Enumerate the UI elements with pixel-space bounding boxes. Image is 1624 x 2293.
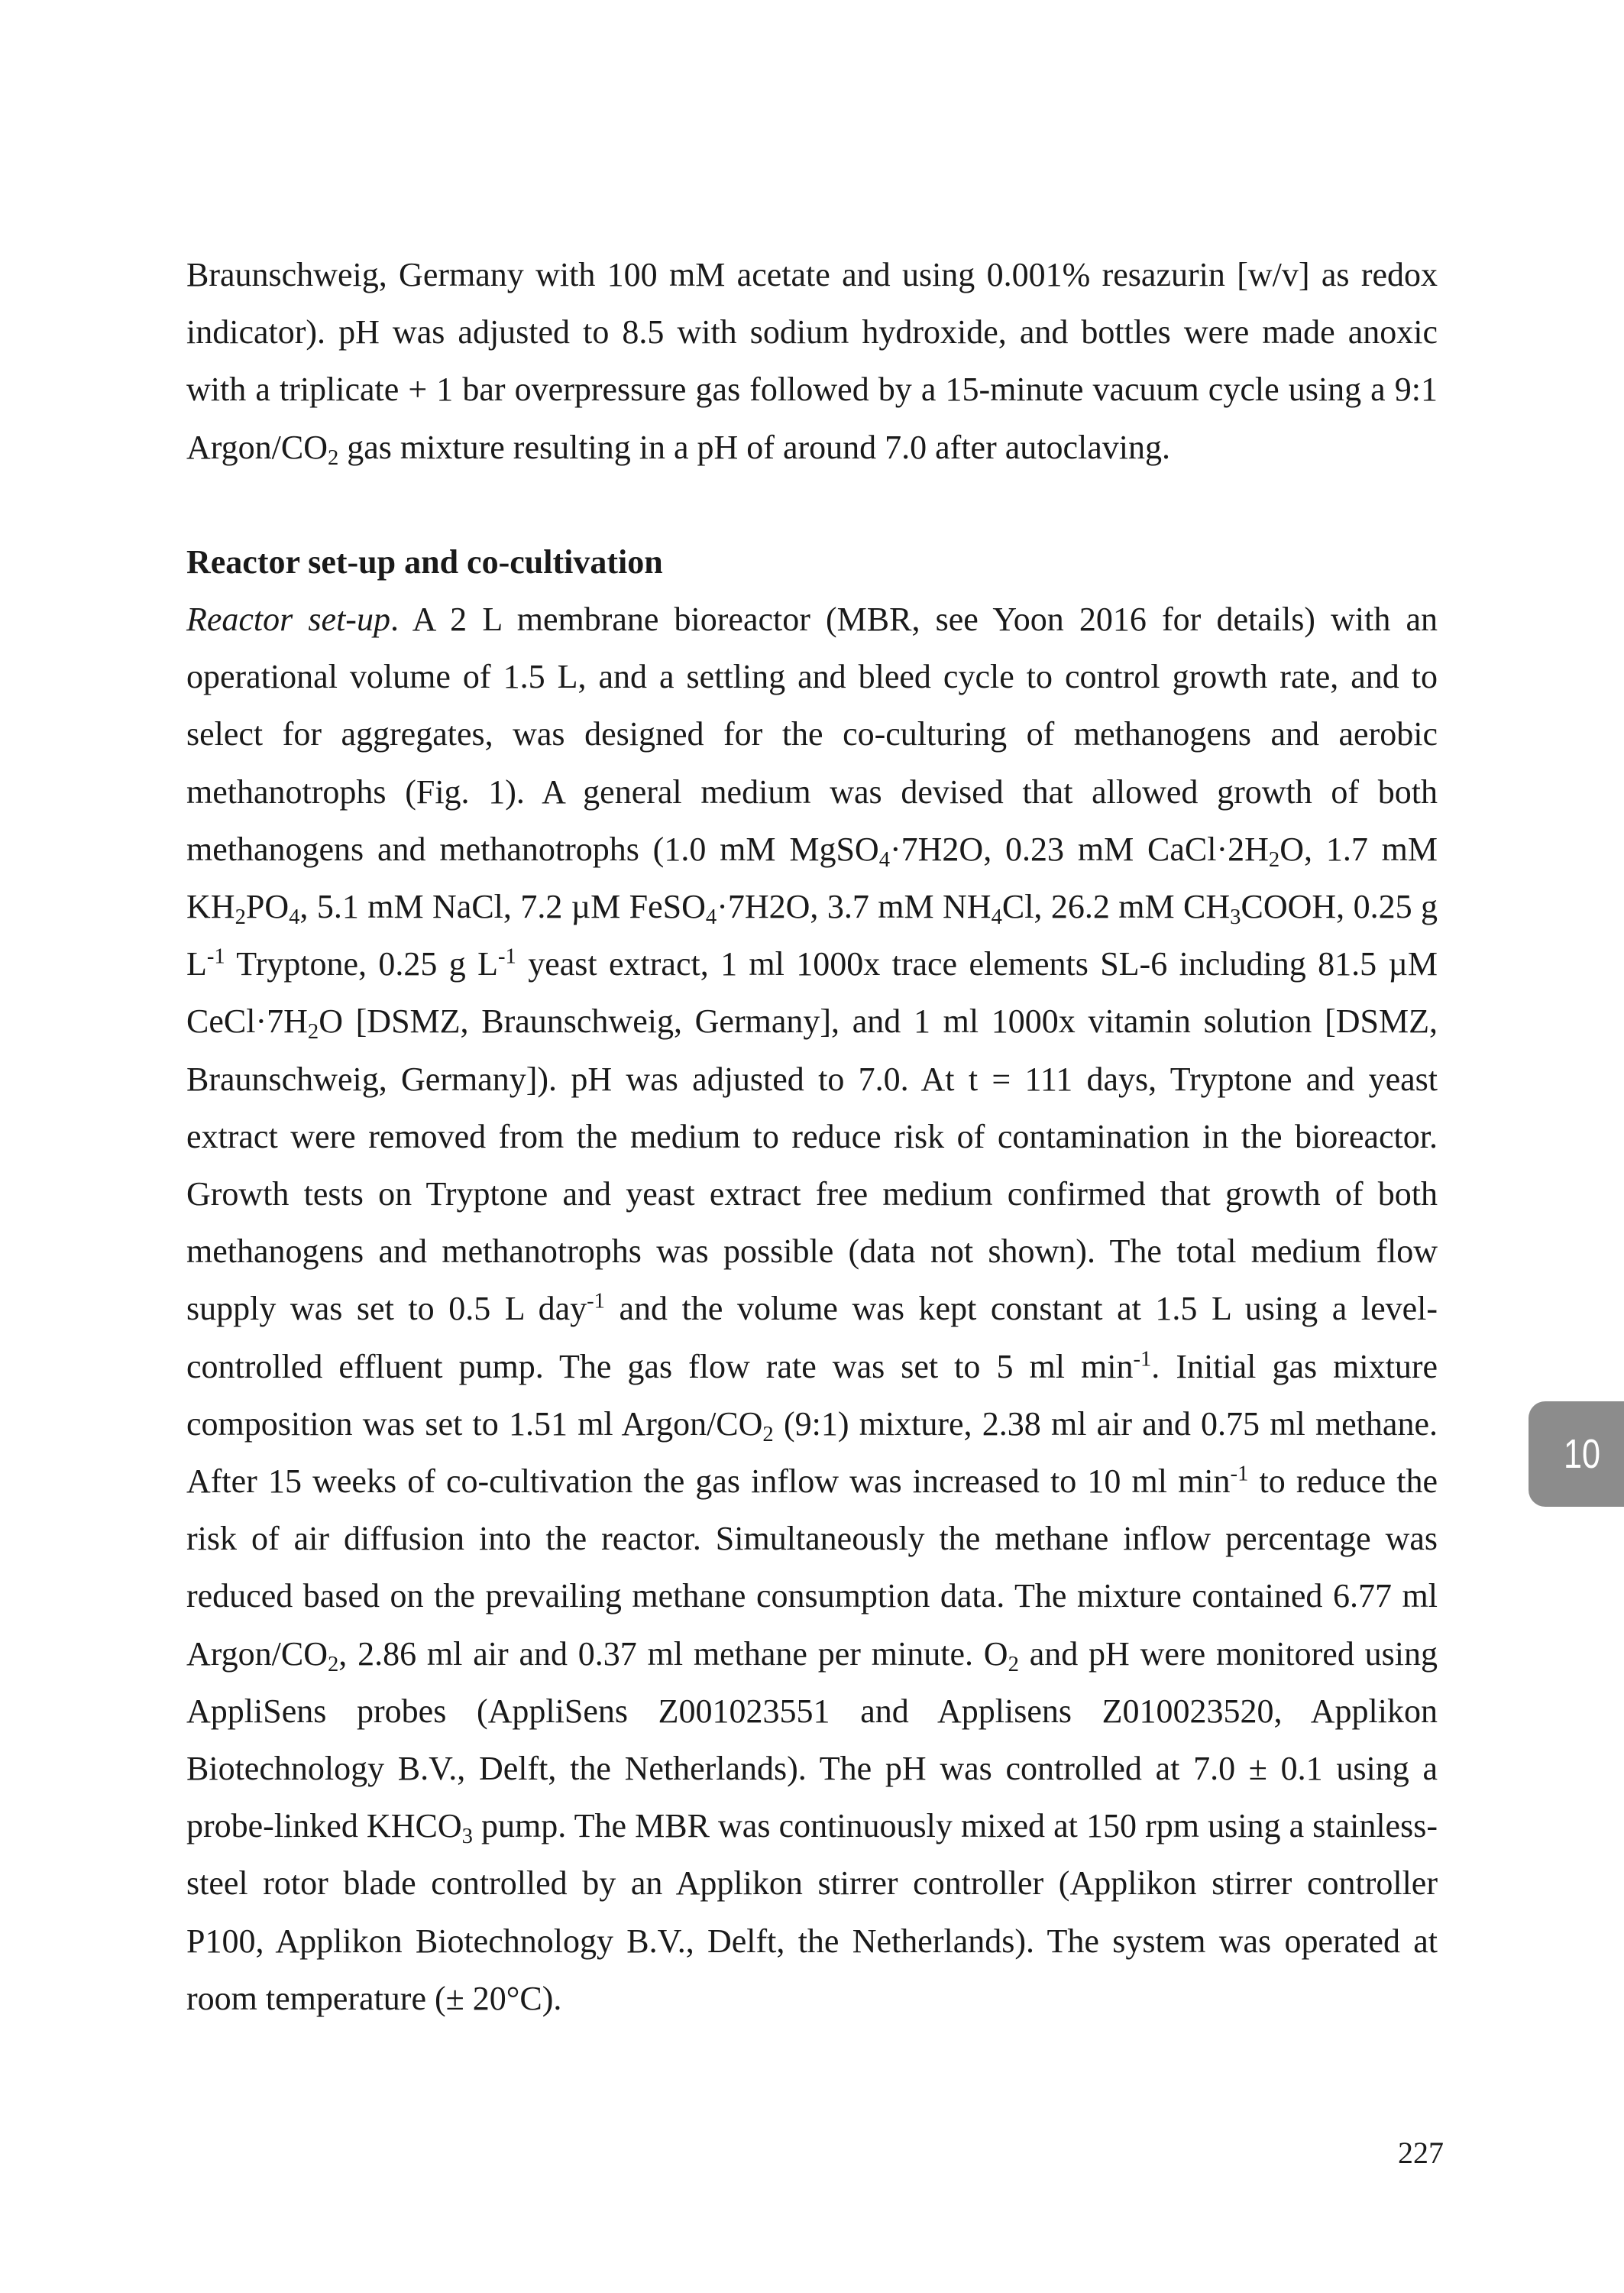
page-body <box>186 246 1438 2027</box>
run-in-title: Reactor set-up <box>186 601 390 639</box>
body-paragraph: Reactor set-up. A 2 L membrane bioreactor (MBR, see Yoon 2016 for details) with an operational volume of 1.5 L, and a settling and bleed cycle to control growth rate, and to select for aggregates, was designed for the co-culturing of methanogens and aerobic methanotrophs (Fig. 1). A general medium was devised that allowed growth of both methanogens and methanotrophs (1.0 mM MgSO$_4$·7H2O, 0.23 mM $CaCl\cdot 2H_2O$, 1.7 mM $KH_2PO_4$, 5.1 mM NaCl, 7.2 µM FeSO$_4$·7H2O, 3.7 mM $NH_4Cl$, 26.2 mM $CH_3COOH$, 0.25 g $L^{-1}$ Tryptone, 0.25 g $L^{-1}$ yeast extract, 1 ml 1000x trace elements SL-6 including 81.5 µM $CeCl\cdot 7H_2O$ [DSMZ, Braunschweig, Germany], and 1 ml 1000x vitamin solution [DSMZ, Braunschweig, Germany]). pH was adjusted to 7.0. At t = 111 days, Tryptone and yeast extract were removed from the medium to reduce risk of contamination in the bioreactor. Growth tests on Tryptone and yeast extract free medium confirmed that growth of both methanogens and methanotrophs was possible (data not shown). The total medium flow supply was set to 0.5 L day$^{-1}$ and the volume was kept constant at 1.5 L using a level-controlled effluent pump. The gas flow rate was set to 5 ml $\min^{-1}$. Initial gas mixture composition was set to 1.51 ml Argon/$CO_2$ (9:1) mixture, 2.38 ml air and 0.75 ml methane. After 15 weeks of co-cultivation the gas inflow was increased to 10 ml $\min^{-1}$ to reduce the risk of air diffusion into the reactor. Simultaneously the methane inflow percentage was reduced based on the prevailing methane consumption data. The mixture contained 6.77 ml Argon/$CO_2$, 2.86 ml air and 0.37 ml methane per minute. $O_2$ and pH were monitored using AppliSens probes (AppliSens Z001023551 and Applisens Z010023520, Applikon Biotechnology B.V., Delft, the Netherlands). The pH was controlled at 7.0 ± 0.1 using a probe-linked $KHCO_3$ pump. The MBR was continuously mixed at 150 rpm using a stainless-steel rotor blade controlled by an Applikon stirrer controller (Applikon stirrer controller P100, Applikon Biotechnology B.V., Delft, the Netherlands). The system was operated at room temperature (± 20°C). <box>186 601 1438 2017</box>
section-heading: Reactor set-up and co-cultivation <box>186 542 663 581</box>
chapter-tab <box>1529 1401 1624 1507</box>
page-number: 227 <box>1398 2136 1444 2170</box>
intro-paragraph: Braunschweig, Germany with 100 mM acetate and using 0.001% resazurin [w/v] as redox indicator). pH was adjusted to 8.5 with sodium hydroxide, and bottles were made anoxic with a triplicate + 1 bar overpressure gas followed by a 15-minute vacuum cycle using a 9:1 Argon/$CO_2$ gas mixture resulting in a pH of around 7.0 after autoclaving. <box>186 256 1438 470</box>
chapter-number: 10 <box>1563 1431 1601 1477</box>
